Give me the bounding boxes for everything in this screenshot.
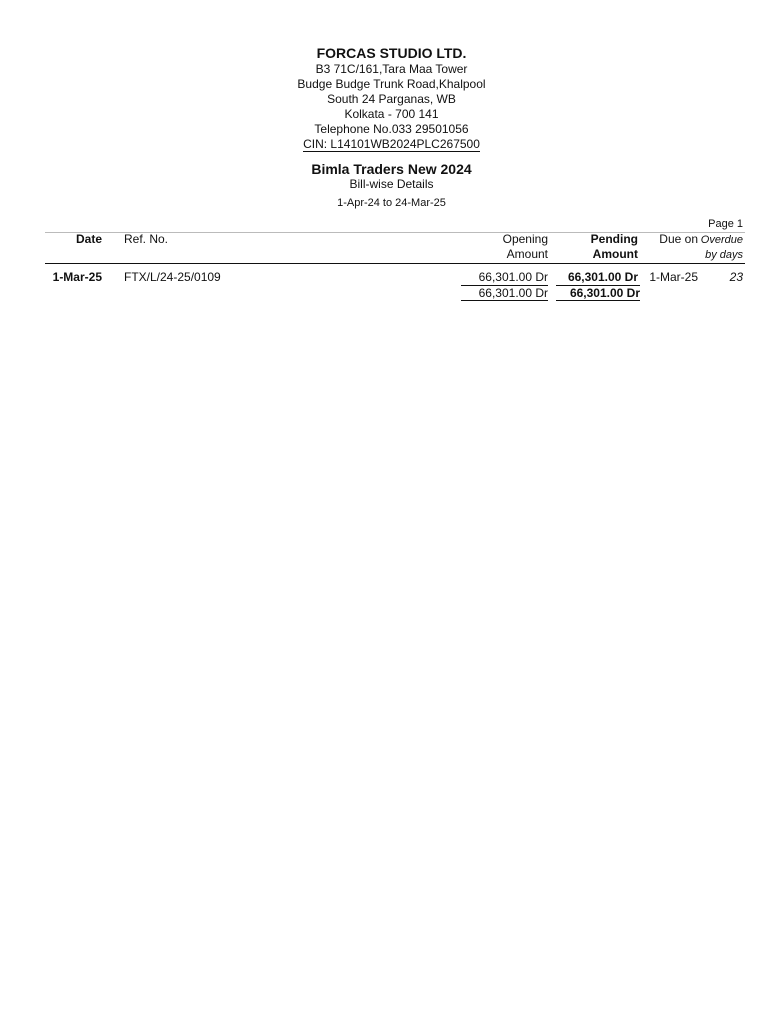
page-number: Page 1	[708, 218, 743, 230]
col-header-opening-1: Opening	[502, 232, 548, 246]
row-due-on: 1-Mar-25	[649, 270, 698, 284]
address-line-2: Budge Budge Trunk Road,Khalpool	[297, 77, 486, 91]
row-ref-no: FTX/L/24-25/0109	[124, 270, 221, 284]
report-title: Bimla Traders New 2024	[311, 161, 472, 177]
col-header-pending-2: Amount	[592, 247, 638, 261]
address-line-4: Kolkata - 700 141	[344, 107, 439, 121]
report-period: 1-Apr-24 to 24-Mar-25	[337, 197, 446, 209]
company-name: FORCAS STUDIO LTD.	[316, 45, 467, 61]
col-header-overdue-1: Overdue	[700, 234, 743, 246]
report-header	[0, 44, 768, 210]
row-date: 1-Mar-25	[52, 270, 102, 284]
address-line-1: B3 71C/161,Tara Maa Tower	[315, 62, 468, 76]
col-header-opening-2: Amount	[506, 247, 548, 261]
row-overdue-days: 23	[729, 270, 743, 284]
header-bottom-rule	[45, 263, 745, 264]
address-line-3: South 24 Parganas, WB	[327, 92, 456, 106]
report-subtitle: Bill-wise Details	[349, 177, 434, 191]
col-header-ref: Ref. No.	[124, 232, 169, 246]
cin-number: CIN: L14101WB2024PLC267500	[303, 137, 480, 151]
row-opening-amount: 66,301.00 Dr	[478, 270, 548, 284]
col-header-overdue-2: by days	[705, 249, 743, 261]
col-header-due-on: Due on	[659, 232, 698, 246]
telephone-line: Telephone No.033 29501056	[314, 122, 469, 136]
total-pending-amount: 66,301.00 Dr	[556, 285, 640, 301]
col-header-date: Date	[75, 232, 102, 246]
col-header-pending-1: Pending	[590, 232, 638, 246]
row-pending-amount: 66,301.00 Dr	[567, 270, 638, 284]
total-opening-amount: 66,301.00 Dr	[461, 285, 548, 301]
